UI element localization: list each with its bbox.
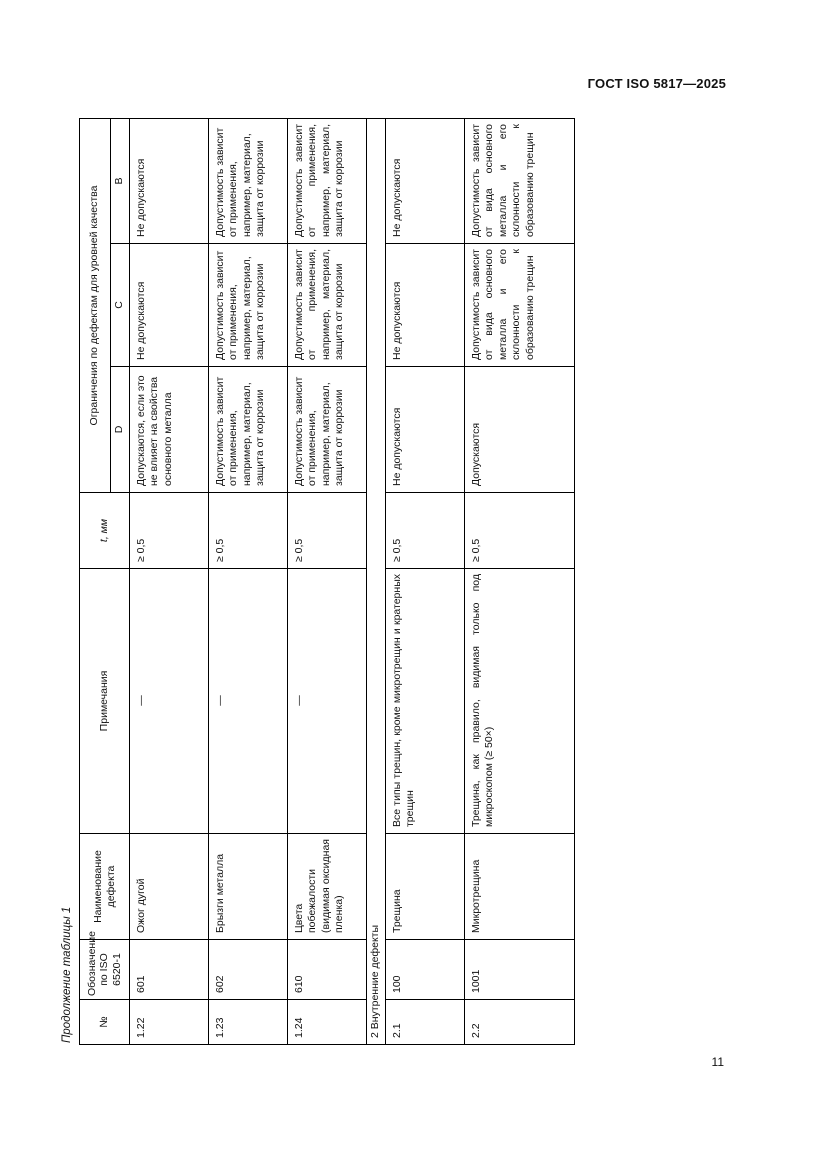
cell-level-c: Допустимость зависит от применения, например, материал, защита от коррозии: [209, 244, 288, 367]
header-defect-name: Наименование дефекта: [80, 834, 130, 940]
header-thickness: t, мм: [80, 493, 130, 569]
cell-thickness: ≥ 0,5: [288, 493, 367, 569]
cell-defect-name: Трещина: [386, 834, 465, 940]
cell-level-b: Не допускаются: [386, 118, 465, 243]
defects-table: [79, 118, 575, 1045]
table-row: [130, 118, 209, 1044]
cell-number: 1.23: [209, 1000, 288, 1045]
cell-level-c: Не допускаются: [386, 244, 465, 367]
header-level-b: B: [111, 118, 130, 243]
cell-number: 1.24: [288, 1000, 367, 1045]
cell-level-d: Не допускаются: [386, 367, 465, 493]
cell-level-b: Допустимость зависит от применения, например, материал, защита от коррозии: [209, 118, 288, 243]
table-caption: Продолжение таблицы 1: [61, 906, 73, 1043]
table-header-row: [80, 118, 111, 1044]
page-number: 11: [711, 1055, 724, 1069]
cell-number: 2.1: [386, 1000, 465, 1045]
cell-designation: 601: [130, 940, 209, 1000]
cell-defect-name: Брызги металла: [209, 834, 288, 940]
cell-level-b: Не допускаются: [130, 118, 209, 243]
cell-level-c: Допустимость зависит от вида основного металла и его склонности к образованию трещин: [465, 244, 575, 367]
cell-thickness: ≥ 0,5: [465, 493, 575, 569]
cell-level-d: Допускаются: [465, 367, 575, 493]
cell-level-d: Допустимость зависит от применения, например, материал, защита от коррозии: [288, 367, 367, 493]
cell-level-d: Допустимость зависит от применения, например, материал, защита от коррозии: [209, 367, 288, 493]
cell-notes: —: [130, 569, 209, 834]
section-row: [367, 118, 386, 1044]
table-row: [386, 118, 465, 1044]
section-title: 2 Внутренние дефекты: [367, 118, 386, 1044]
header-level-c: C: [111, 244, 130, 367]
header-limits: Ограничения по дефектам для уровней качества: [80, 118, 111, 492]
cell-thickness: ≥ 0,5: [386, 493, 465, 569]
header-number: №: [80, 1000, 130, 1045]
document-code: ГОСТ ISO 5817—2025: [587, 76, 726, 91]
header-notes: Примечания: [80, 569, 130, 834]
cell-defect-name: Цвета побежалости (видимая оксидная пленка): [288, 834, 367, 940]
cell-designation: 602: [209, 940, 288, 1000]
cell-defect-name: Микротрещина: [465, 834, 575, 940]
cell-number: 2.2: [465, 1000, 575, 1045]
cell-thickness: ≥ 0,5: [130, 493, 209, 569]
cell-designation: 100: [386, 940, 465, 1000]
cell-notes: Трещина, как правило, видимая только под микроскопом (≥ 50×): [465, 569, 575, 834]
cell-notes: —: [288, 569, 367, 834]
table-row: [288, 118, 367, 1044]
header-level-d: D: [111, 367, 130, 493]
cell-designation: 1001: [465, 940, 575, 1000]
header-designation: Обозначение по ISO 6520-1: [80, 940, 130, 1000]
table-row: [209, 118, 288, 1044]
cell-level-b: Допустимость зависит от вида основного металла и его склонности к образованию трещин: [465, 118, 575, 243]
cell-level-d: Допускаются, если это не влияет на свойства основного металла: [130, 367, 209, 493]
cell-level-c: Допустимость зависит от применения, например, материал, защита от коррозии: [288, 244, 367, 367]
cell-notes: —: [209, 569, 288, 834]
cell-number: 1.22: [130, 1000, 209, 1045]
cell-defect-name: Ожог дугой: [130, 834, 209, 940]
cell-designation: 610: [288, 940, 367, 1000]
cell-thickness: ≥ 0,5: [209, 493, 288, 569]
cell-notes: Все типы трещин, кроме микротрещин и кратерных трещин: [386, 569, 465, 834]
cell-level-b: Допустимость зависит от применения, например, материал, защита от коррозии: [288, 118, 367, 243]
rotated-table-block: [55, 119, 536, 1045]
cell-level-c: Не допускаются: [130, 244, 209, 367]
table-row: [465, 118, 575, 1044]
